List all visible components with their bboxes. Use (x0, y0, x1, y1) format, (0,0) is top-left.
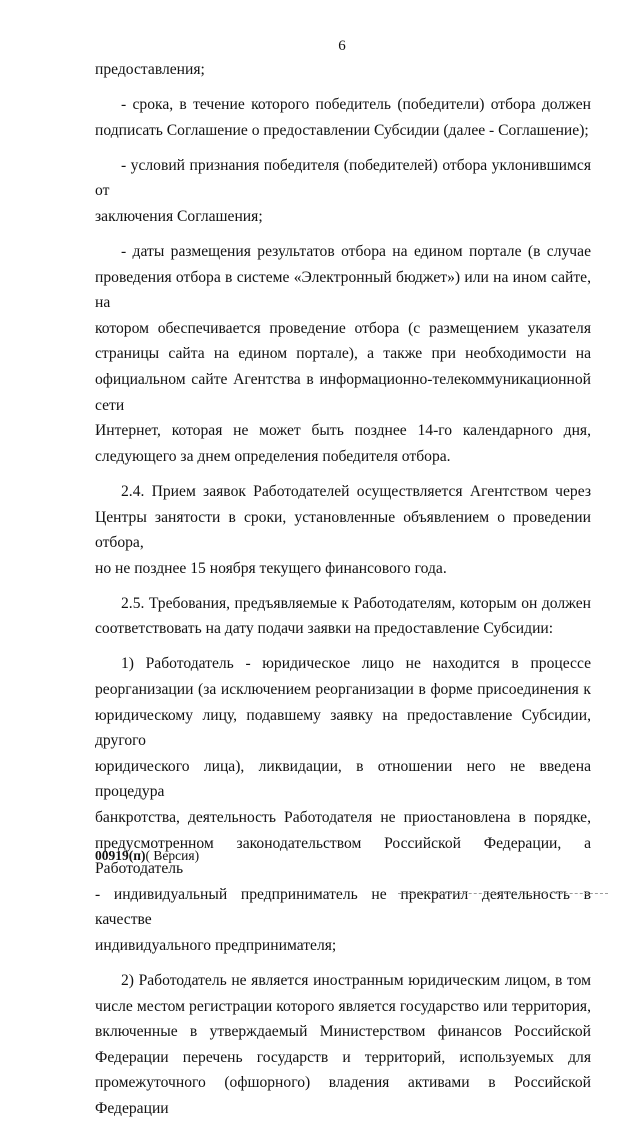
text-line: Центры занятости в сроки, установленные объявлением о проведении отбора, (95, 508, 591, 552)
text-line: соответствовать на дату подачи заявки на предоставление Субсидии: (95, 620, 554, 638)
text-line: 2.4. Прием заявок Работодателей осуществляется Агентством через (121, 482, 591, 500)
text-line: - индивидуальный предприниматель не прекратил деятельность в качестве (95, 885, 591, 929)
text-line: 2) Работодатель не является иностранным юридическим лицом, в том (121, 972, 591, 990)
text-line: юридического лица), ликвидации, в отношении него не введена процедура (95, 757, 591, 801)
text-line: следующего за днем определения победителя отбора. (95, 447, 451, 465)
text-line: - условий признания победителя (победителей) отбора уклонившимся от (95, 156, 591, 200)
paragraph-2-5 (95, 591, 591, 642)
text-line: - даты размещения результатов отбора на едином портале (в случае (121, 243, 591, 261)
text-line: 2.5. Требования, предъявляемые к Работодателям, которым он должен (121, 594, 591, 612)
text-line: но не позднее 15 ноября текущего финансового года. (95, 559, 447, 577)
text-line: проведения отбора в системе «Электронный бюджет») или на ином сайте, на (95, 268, 591, 312)
document-code: 00919(п) (95, 848, 146, 863)
text-line: промежуточного (офшорного) владения активами в Российской Федерации (95, 1074, 591, 1118)
text-line: юридическому лицу, подавшему заявку на предоставление Субсидии, другого (95, 706, 591, 750)
text-line: котором обеспечивается проведение отбора (с размещением указателя (95, 319, 591, 337)
text-line: 1) Работодатель - юридическое лицо не находится в процессе (121, 655, 591, 673)
text-line: - срока, в течение которого победитель (победители) отбора должен (121, 96, 591, 114)
paragraph-requirement-2 (95, 968, 591, 1122)
text-line: включенные в утверждаемый Министерством финансов Российской (95, 1023, 591, 1041)
scan-edge-line (398, 893, 608, 895)
paragraph-signing-deadline (95, 92, 591, 143)
text-line: банкротства, деятельность Работодателя не приостановлена в порядке, (95, 809, 591, 827)
text-line: подписать Соглашение о предоставлении Субсидии (далее - Соглашение); (95, 121, 589, 139)
document-body (95, 57, 591, 1122)
paragraph-requirement-1 (95, 651, 591, 958)
text-line: предусмотренном законодательством Российской Федерации, а Работодатель (95, 834, 591, 878)
paragraph-2-4 (95, 479, 591, 581)
paragraph-results-publication (95, 239, 591, 469)
text-line: заключения Соглашения; (95, 207, 263, 225)
text-line: Интернет, которая не может быть позднее 14-го календарного дня, (95, 422, 591, 440)
page-number: 6 (338, 38, 346, 54)
text-line: числе местом регистрации которого является государство или территория, (95, 997, 591, 1015)
text-line: реорганизации (за исключением реорганизации в форме присоединения к (95, 681, 591, 699)
document-version: ( Версия) (145, 848, 200, 863)
text-line: Федерации перечень государств и территорий, используемых для (95, 1048, 591, 1066)
document-footer-code (95, 848, 199, 864)
text-line: предоставления; (95, 61, 205, 78)
paragraph-continuation (95, 57, 591, 83)
text-line: страницы сайта на едином портале), а также при необходимости на (95, 345, 591, 363)
text-line: индивидуального предпринимателя; (95, 937, 337, 954)
text-line: официальном сайте Агентства в информационно-телекоммуникационной сети (95, 371, 591, 414)
paragraph-evasion-conditions (95, 153, 591, 230)
